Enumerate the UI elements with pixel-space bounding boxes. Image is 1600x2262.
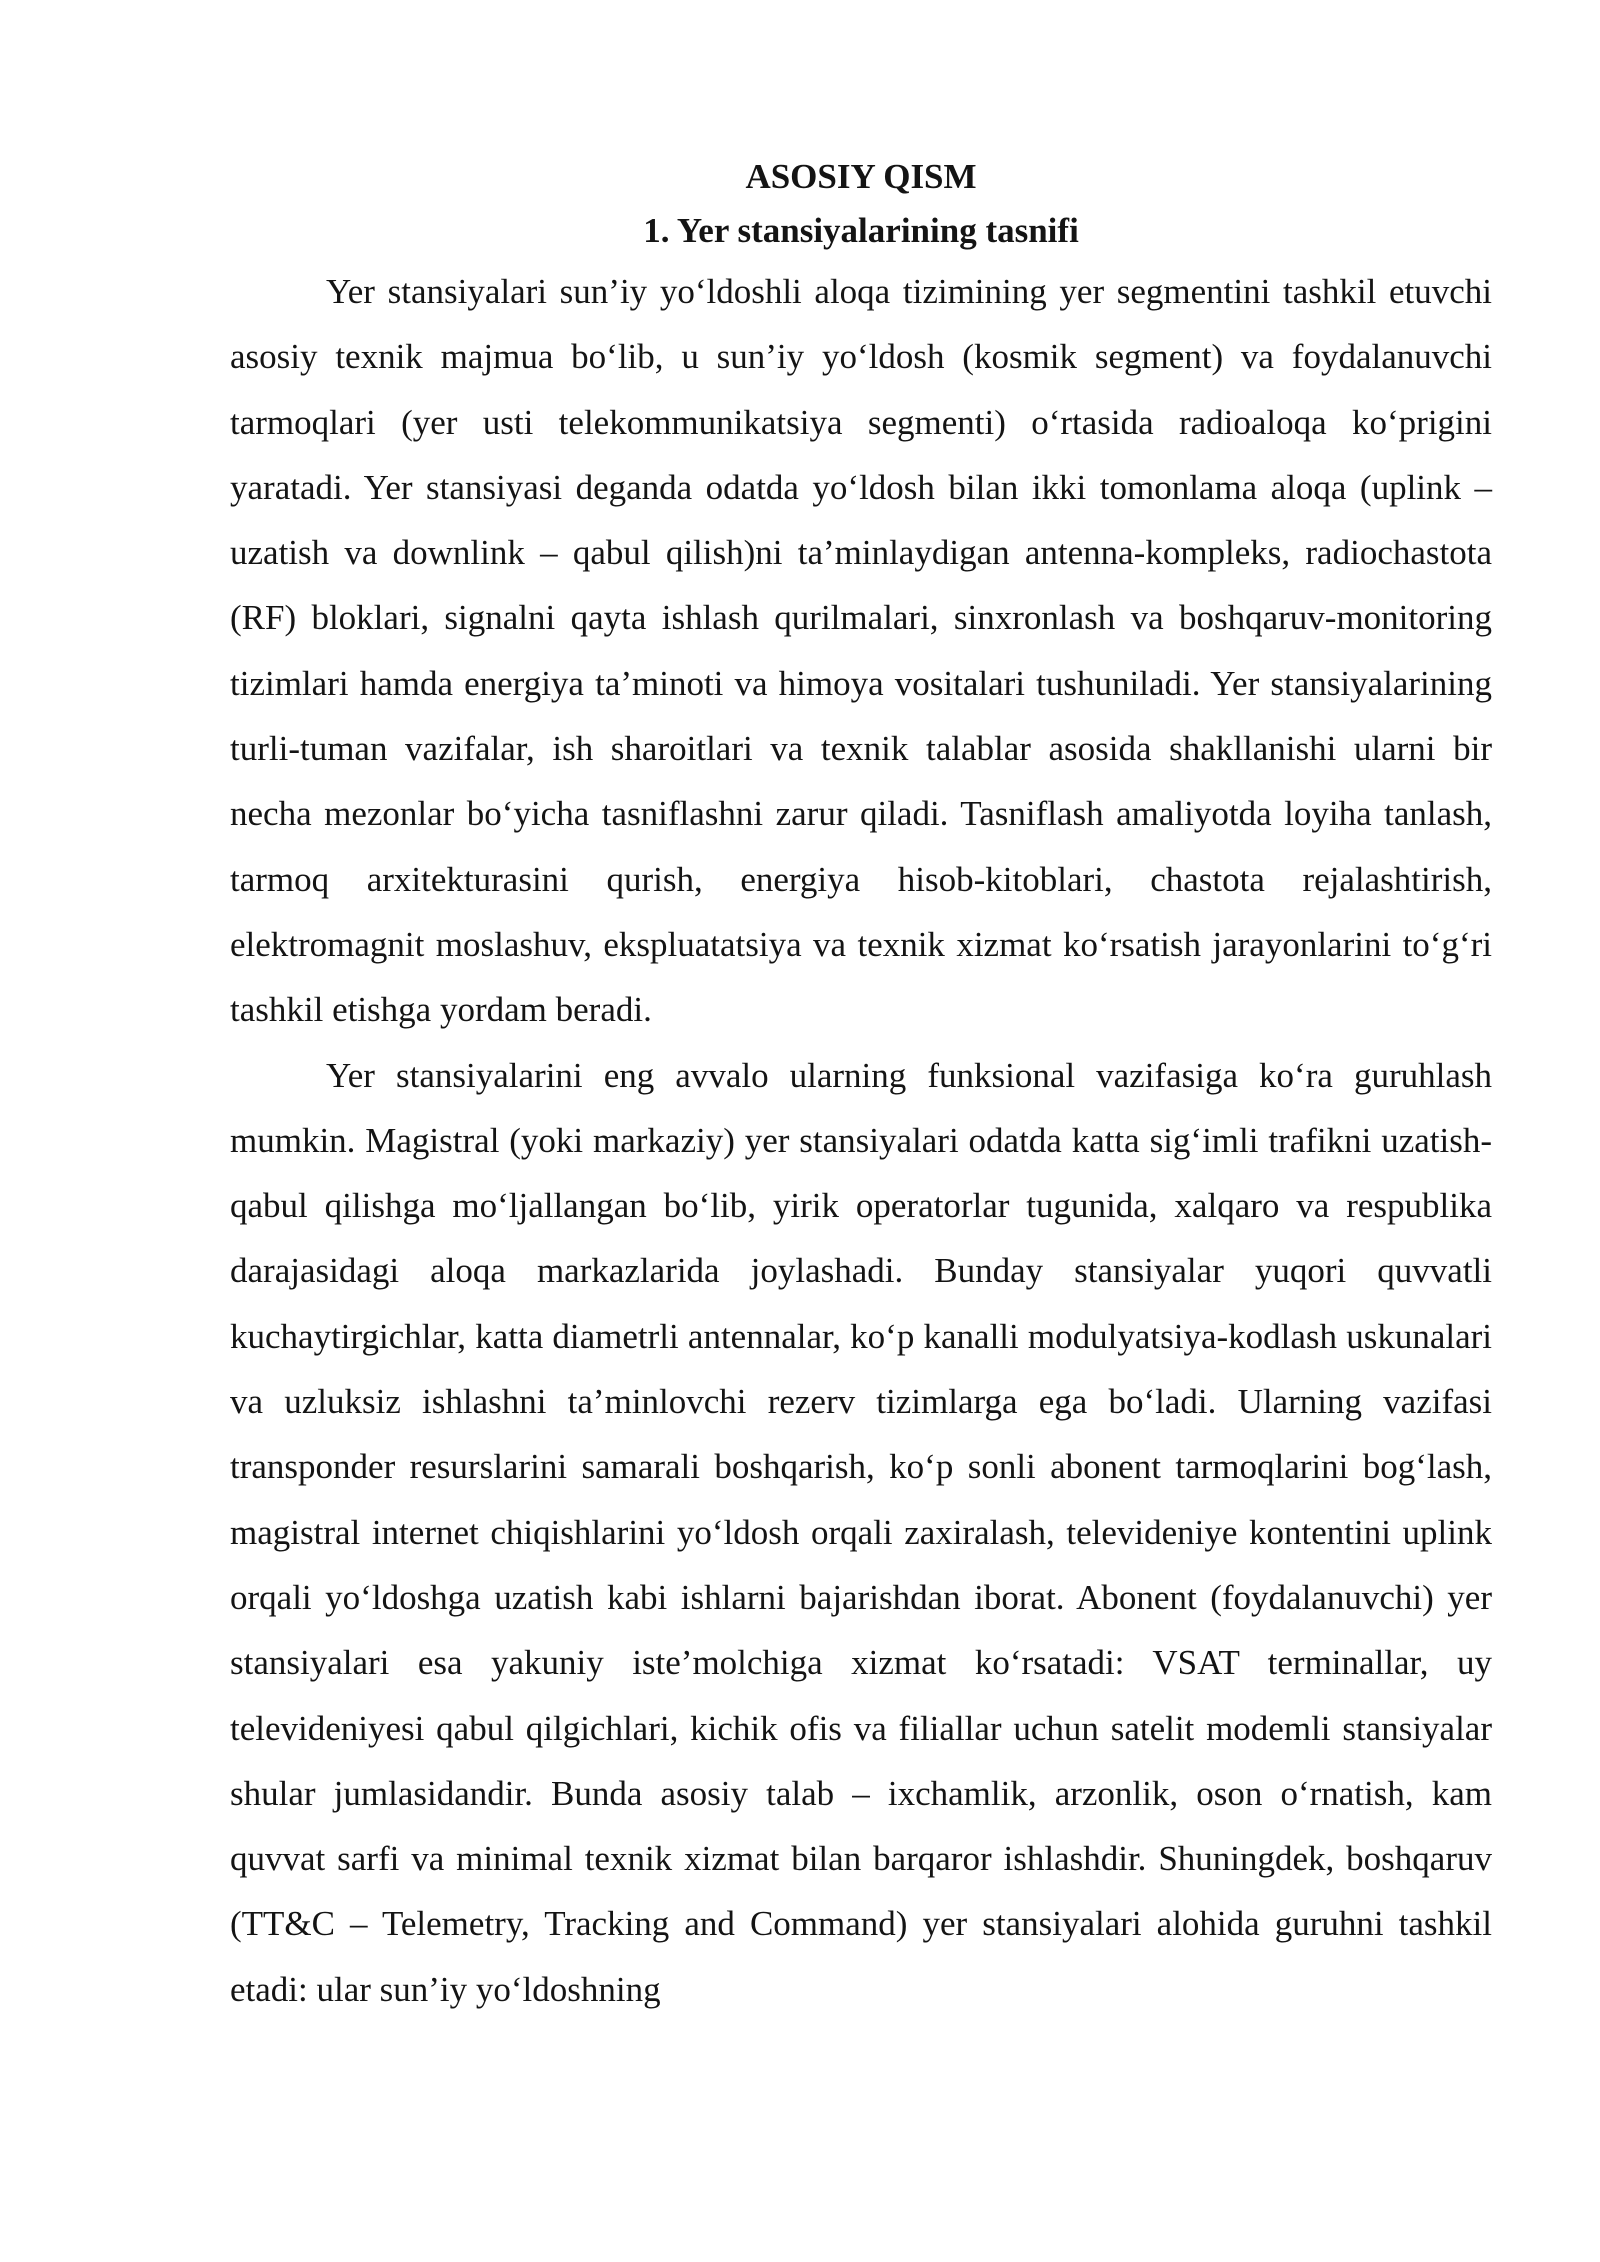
document-page xyxy=(230,150,1492,2022)
section-title: ASOSIY QISM xyxy=(745,157,977,196)
body-paragraph-1: Yer stansiyalari sun’iy yo‘ldoshli aloqa tizimining yer segmentini tashkil etuvchi asosiy texnik majmua bo‘lib, u sun’iy yo‘ldosh (kosmik segment) va foydalanuvchi tarmoqlari (yer usti telekommunikatsiya segmenti) o‘rtasida radioaloqa ko‘prigini yaratadi. Yer stansiyasi deganda odatda yo‘ldosh bilan ikki tomonlama aloqa (uplink – uzatish va downlink – qabul qilish)ni ta’minlaydigan antenna-kompleks, radiochastota (RF) bloklari, signalni qayta ishlash qurilmalari, sinxronlash va boshqaruv-monitoring tizimlari hamda energiya ta’minoti va himoya vositalari tushuniladi. Yer stansiyalarining turli-tuman vazifalar, ish sharoitlari va texnik talablar asosida shakllanishi ularni bir necha mezonlar bo‘yicha tasniflashni zarur qiladi. Tasniflash amaliyotda loyiha tanlash, tarmoq arxitekturasini qurish, energiya hisob-kitoblari, chastota rejalashtirish, elektromagnit moslashuv, ekspluatatsiya va texnik xizmat ko‘rsatish jarayonlarini to‘g‘ri tashkil etishga yordam beradi. xyxy=(230,272,1492,1030)
chapter-title: 1. Yer stansiyalarining tasnifi xyxy=(643,211,1079,250)
body-paragraph-2: Yer stansiyalarini eng avvalo ularning funksional vazifasiga ko‘ra guruhlash mumkin. Magistral (yoki markaziy) yer stansiyalari odatda katta sig‘imli trafikni uzatish-qabul qilishga mo‘ljallangan bo‘lib, yirik operatorlar tugunida, xalqaro va respublika darajasidagi aloqa markazlarida joylashadi. Bunday stansiyalar yuqori quvvatli kuchaytirgichlar, katta diametrli antennalar, ko‘p kanalli modulyatsiya-kodlash uskunalari va uzluksiz ishlashni ta’minlovchi rezerv tizimlarga ega bo‘ladi. Ularning vazifasi transponder resurslarini samarali boshqarish, ko‘p sonli abonent tarmoqlarini bog‘lash, magistral internet chiqishlarini yo‘ldosh orqali zaxiralash, televideniye kontentini uplink orqali yo‘ldoshga uzatish kabi ishlarni bajarishdan iborat. Abonent (foydalanuvchi) yer stansiyalari esa yakuniy iste’molchiga xizmat ko‘rsatadi: VSAT terminallar, uy televideniyesi qabul qilgichlari, kichik ofis va filiallar uchun satelit modemli stansiyalar shular jumlasidandir. Bunda asosiy talab – ixchamlik, arzonlik, oson o‘rnatish, kam quvvat sarfi va minimal texnik xizmat bilan barqaror ishlashdir. Shuningdek, boshqaruv (TT&C – Telemetry, Tracking and Command) yer stansiyalari alohida guruhni tashkil etadi: ular sun’iy yo‘ldoshning xyxy=(230,1055,1492,2009)
